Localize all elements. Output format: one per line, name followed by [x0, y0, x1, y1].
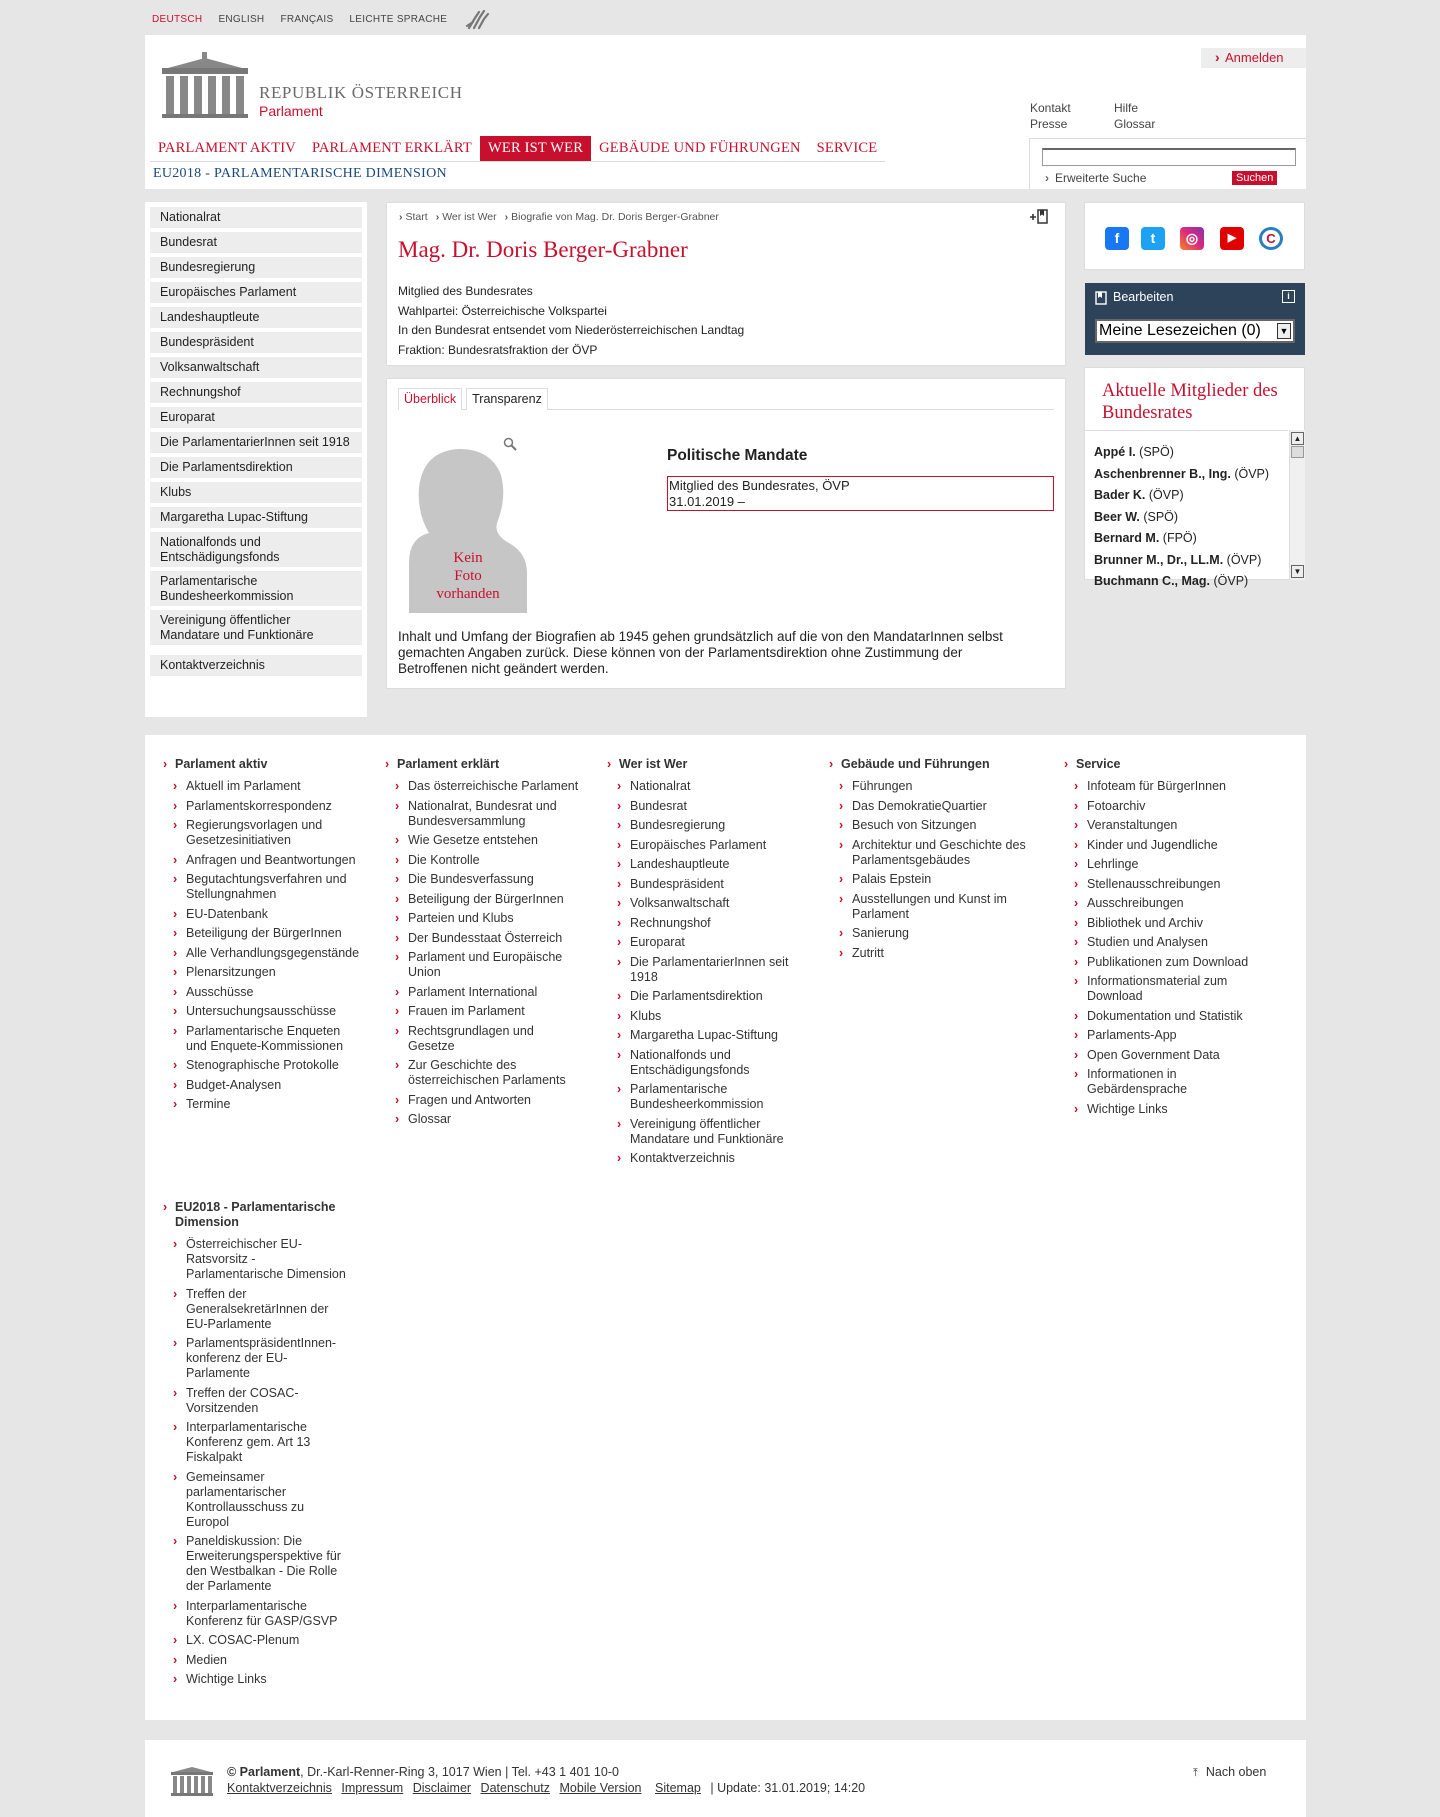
sitemap-link[interactable]: › Glossar: [367, 1112, 582, 1127]
sitemap-link[interactable]: › Regierungsvorlagen und Gesetzesinitiativen: [145, 818, 360, 848]
sitemap-column-parlament-aktiv: [145, 757, 360, 1117]
no-photo-line-3: vorhanden: [436, 586, 500, 602]
left-sidebar: [145, 202, 367, 717]
members-scrollbar[interactable]: [1289, 430, 1305, 580]
search-button[interactable]: Suchen: [1232, 171, 1277, 185]
bookmarks-selected: Meine Lesezeichen (0): [1099, 322, 1261, 339]
member-name[interactable]: Beer W.: [1094, 509, 1140, 524]
link-presse[interactable]: Presse: [1030, 117, 1068, 131]
lang-francais[interactable]: FRANÇAIS: [280, 14, 334, 25]
sitemap-link[interactable]: › ParlamentspräsidentInnen-konferenz der EU-Parlamente: [145, 1336, 350, 1381]
member-party: (ÖVP): [1226, 552, 1262, 567]
mandates-heading: Politische Mandate: [667, 447, 808, 464]
link-kontakt[interactable]: Kontakt: [1030, 101, 1071, 115]
footer-update: | Update: 31.01.2019; 14:20: [710, 1781, 866, 1795]
members-list[interactable]: [1085, 430, 1288, 588]
sitemap-column-eu2018-parlamentarische-dimension: [145, 1200, 350, 1692]
member-party: (SPÖ): [1139, 445, 1174, 459]
logo-subtitle: Parlament: [259, 103, 323, 119]
sitemap-link[interactable]: › Informationsmaterial zum Download: [1046, 974, 1261, 1004]
member-name[interactable]: Buchmann C., Mag.: [1094, 574, 1210, 588]
tab-transparenz[interactable]: Transparenz: [466, 388, 548, 410]
sitemap-link[interactable]: › Die Bundesverfassung: [367, 872, 582, 887]
breadcrumb-start[interactable]: › Start: [399, 211, 428, 223]
sitemap-link[interactable]: › Termine: [145, 1097, 360, 1112]
scroll-down-icon[interactable]: ▼: [1291, 565, 1304, 578]
breadcrumb-current: › Biografie von Mag. Dr. Doris Berger-Grabner: [505, 211, 719, 223]
sitemap-column-wer-ist-wer: [589, 757, 804, 1171]
sitemap-heading[interactable]: › Service: [1046, 757, 1261, 772]
twitter-icon[interactable]: t: [1141, 227, 1165, 250]
sitemap-link[interactable]: › Veranstaltungen: [1046, 818, 1261, 833]
search-area: [1029, 138, 1306, 189]
sidebar-item-bundesrat[interactable]: Bundesrat: [150, 232, 362, 253]
sitemap-link[interactable]: › Wichtige Links: [1046, 1102, 1261, 1117]
sitemap-heading[interactable]: › Gebäude und Führungen: [811, 757, 1026, 772]
footer-link-kontaktverzeichnis[interactable]: Kontaktverzeichnis: [227, 1781, 332, 1795]
mandate-role: Mitglied des Bundesrates, ÖVP: [669, 478, 850, 493]
language-bar: [152, 14, 491, 28]
login-label: Anmelden: [1225, 50, 1284, 65]
bookmark-icon: [1095, 291, 1107, 305]
arrow-up-icon: ⤒: [1193, 1767, 1198, 1779]
sitemap-link[interactable]: › Das DemokratieQuartier: [811, 799, 1026, 814]
edit-label[interactable]: Bearbeiten: [1113, 290, 1174, 304]
sitemap-link[interactable]: › Wichtige Links: [145, 1672, 350, 1687]
edit-panel: [1085, 283, 1305, 355]
sitemap-link[interactable]: › Nationalfonds und Entschädigungsfonds: [589, 1048, 804, 1078]
sitemap-link[interactable]: › Europarat: [589, 935, 804, 950]
sitemap-link[interactable]: › Interparlamentarische Konferenz gem. Art 13 Fiskalpakt: [145, 1420, 350, 1465]
no-photo-line-2: Foto: [454, 568, 482, 584]
instagram-icon[interactable]: ◎: [1180, 227, 1204, 250]
sitemap-link[interactable]: › Stenographische Protokolle: [145, 1058, 360, 1073]
sitemap-link[interactable]: › Informationen in Gebärdensprache: [1046, 1067, 1261, 1097]
lang-deutsch[interactable]: DEUTSCH: [152, 14, 203, 25]
mandate-date: 31.01.2019 –: [669, 494, 745, 509]
logo-title: REPUBLIK ÖSTERREICH: [259, 83, 463, 102]
sidebar-item-bundespräsident[interactable]: Bundespräsident: [150, 332, 362, 353]
member-item[interactable]: [1094, 507, 1288, 529]
overview-panel: [386, 378, 1066, 689]
member-party: (ÖVP): [1234, 466, 1270, 481]
sitemap-link[interactable]: › Ausschüsse: [145, 985, 360, 1000]
link-glossar[interactable]: Glossar: [1114, 117, 1156, 131]
sitemap-link[interactable]: › Bundespräsident: [589, 877, 804, 892]
footer-links: [227, 1781, 865, 1795]
sitemap-link[interactable]: › Landeshauptleute: [589, 857, 804, 872]
breadcrumb: [399, 211, 719, 223]
members-panel: [1084, 367, 1305, 588]
sitemap-link[interactable]: › Europäisches Parlament: [589, 838, 804, 853]
parliament-footer-logo-icon[interactable]: [170, 1764, 214, 1796]
sitemap-link[interactable]: › Medien: [145, 1653, 350, 1668]
sitemap-link[interactable]: › Der Bundesstaat Österreich: [367, 931, 582, 946]
sitemap-link[interactable]: › Bundesregierung: [589, 818, 804, 833]
sitemap-link[interactable]: › Infoteam für BürgerInnen: [1046, 779, 1261, 794]
login-button[interactable]: [1201, 48, 1306, 68]
member-name[interactable]: Aschenbrenner B., Ing.: [1094, 466, 1231, 481]
person-faction: Fraktion: Bundesratsfraktion der ÖVP: [398, 342, 598, 357]
footer-link-datenschutz[interactable]: Datenschutz: [480, 1781, 551, 1795]
sitemap-link[interactable]: › Treffen der GeneralsekretärInnen der EU-Parlamente: [145, 1287, 350, 1332]
nav-parlament-aktiv[interactable]: PARLAMENT AKTIV: [158, 140, 296, 156]
member-party: (ÖVP): [1213, 574, 1249, 588]
sitemap-link[interactable]: › Bundesrat: [589, 799, 804, 814]
sitemap-link[interactable]: › Frauen im Parlament: [367, 1004, 582, 1019]
sitemap-link[interactable]: › Volksanwaltschaft: [589, 896, 804, 911]
sitemap-link[interactable]: › Stellenausschreibungen: [1046, 877, 1261, 892]
sitemap-link[interactable]: › Untersuchungsausschüsse: [145, 1004, 360, 1019]
footer-address: [227, 1765, 619, 1779]
member-item[interactable]: [1094, 485, 1288, 507]
sitemap-link[interactable]: › Parlamentarische Enqueten und Enquete-Kommissionen: [145, 1024, 360, 1054]
sidebar-item-volksanwaltschaft[interactable]: Volksanwaltschaft: [150, 357, 362, 378]
sitemap-link[interactable]: › Rechtsgrundlagen und Gesetze: [367, 1024, 582, 1054]
link-hilfe[interactable]: Hilfe: [1114, 101, 1139, 115]
sidebar-item-landeshauptleute[interactable]: Landeshauptleute: [150, 307, 362, 328]
sitemap-heading[interactable]: › Parlament aktiv: [145, 757, 360, 772]
advanced-search-link[interactable]: › Erweiterte Suche: [1045, 171, 1146, 185]
sitemap-link[interactable]: › Gemeinsamer parlamentarischer Kontrollausschuss zu Europol: [145, 1470, 350, 1530]
footer-link-disclaimer[interactable]: Disclaimer: [412, 1781, 472, 1795]
footer-link-sitemap[interactable]: Sitemap: [655, 1781, 701, 1795]
sitemap-heading[interactable]: › Parlament erklärt: [367, 757, 582, 772]
sidebar-item-europäisches-parlament[interactable]: Europäisches Parlament: [150, 282, 362, 303]
member-item[interactable]: [1094, 571, 1288, 593]
sitemap-link[interactable]: › Open Government Data: [1046, 1048, 1261, 1063]
sidebar-item-klubs[interactable]: Klubs: [150, 482, 362, 503]
top-links: [1030, 100, 1155, 132]
scroll-thumb[interactable]: [1291, 446, 1304, 458]
sitemap-link[interactable]: › Zutritt: [811, 946, 1026, 961]
member-item[interactable]: [1094, 528, 1288, 550]
mandate-entry: [667, 476, 1054, 511]
sitemap-link[interactable]: › Parlament und Europäische Union: [367, 950, 582, 980]
sitemap-link[interactable]: › Wie Gesetze entstehen: [367, 833, 582, 848]
sitemap-link[interactable]: › Architektur und Geschichte des Parlamentsgebäudes: [811, 838, 1026, 868]
member-item[interactable]: [1094, 550, 1288, 572]
member-item[interactable]: [1094, 442, 1288, 464]
back-to-top-button[interactable]: [1193, 1765, 1266, 1780]
member-item[interactable]: [1094, 464, 1288, 486]
tab-ueberblick[interactable]: Überblick: [398, 388, 462, 410]
footer-org: © Parlament: [227, 1765, 301, 1779]
lang-english[interactable]: ENGLISH: [218, 14, 265, 25]
sitemap-link[interactable]: › Die ParlamentarierInnen seit 1918: [589, 955, 804, 985]
nav-parlament-erklaert[interactable]: PARLAMENT ERKLÄRT: [311, 140, 472, 156]
search-input[interactable]: [1042, 148, 1296, 166]
sign-language-icon[interactable]: [465, 8, 491, 30]
youtube-icon[interactable]: ▶: [1220, 227, 1244, 250]
sitemap-link[interactable]: › Fotoarchiv: [1046, 799, 1261, 814]
sitemap-link[interactable]: › Bibliothek und Archiv: [1046, 916, 1261, 931]
sitemap-link[interactable]: › Vereinigung öffentlicher Mandatare und Funktionäre: [589, 1117, 804, 1147]
sitemap-link[interactable]: › Ausstellungen und Kunst im Parlament: [811, 892, 1026, 922]
person-role: Mitglied des Bundesrates: [398, 284, 533, 298]
sitemap-link[interactable]: › Nationalrat: [589, 779, 804, 794]
sitemap-link[interactable]: › Palais Epstein: [811, 872, 1026, 887]
sitemap-link[interactable]: › Fragen und Antworten: [367, 1093, 582, 1108]
facebook-icon[interactable]: f: [1105, 227, 1129, 250]
member-name[interactable]: Appé I.: [1094, 445, 1136, 459]
member-name[interactable]: Bernard M.: [1094, 531, 1160, 545]
person-info: [398, 282, 744, 360]
zoom-icon[interactable]: [503, 437, 517, 451]
sitemap-link[interactable]: › Margaretha Lupac-Stiftung: [589, 1028, 804, 1043]
sitemap-link[interactable]: › Nationalrat, Bundesrat und Bundesversammlung: [367, 799, 582, 829]
person-header-panel: [386, 202, 1066, 366]
sidebar-item-vereinigung-öffentlicher-mandatare-und-funktionäre[interactable]: Vereinigung öffentlicher Mandatare und Funktionäre: [150, 610, 362, 645]
nav-eu2018[interactable]: EU2018 - PARLAMENTARISCHE DIMENSION: [153, 166, 447, 181]
nav-wer-ist-wer[interactable]: WER IST WER: [480, 136, 591, 161]
site-footer: [145, 1740, 1306, 1817]
person-party: Wahlpartei: Österreichische Volkspartei: [398, 303, 607, 318]
sitemap-link[interactable]: › Die Parlamentsdirektion: [589, 989, 804, 1004]
sitemap-link[interactable]: › Parlamentarische Bundesheerkommission: [589, 1082, 804, 1112]
sidebar-item-die-parlamentarierinnen-seit-1918[interactable]: Die ParlamentarierInnen seit 1918: [150, 432, 362, 453]
info-icon[interactable]: i: [1282, 290, 1295, 303]
site-header: [145, 35, 1306, 189]
sitemap-link[interactable]: › Beteiligung der BürgerInnen: [145, 926, 360, 941]
parliament-logo-icon[interactable]: [160, 52, 250, 118]
sidebar-item-parlamentarische-bundesheerkommission[interactable]: Parlamentarische Bundesheerkommission: [150, 571, 362, 606]
footer-link-impressum[interactable]: Impressum: [341, 1781, 404, 1795]
sidebar-item-margaretha-lupac-stiftung[interactable]: Margaretha Lupac-Stiftung: [150, 507, 362, 528]
sitemap-link[interactable]: › Führungen: [811, 779, 1026, 794]
sitemap-link[interactable]: › Kinder und Jugendliche: [1046, 838, 1261, 853]
sitemap-column-gebäude-und-führungen: [811, 757, 1026, 965]
sidebar-item-bundesregierung[interactable]: Bundesregierung: [150, 257, 362, 278]
sitemap-link[interactable]: › Beteiligung der BürgerInnen: [367, 892, 582, 907]
nav-gebaeude-fuehrungen[interactable]: GEBÄUDE UND FÜHRUNGEN: [599, 140, 801, 156]
sitemap-link[interactable]: › Die Kontrolle: [367, 853, 582, 868]
member-party: (ÖVP): [1148, 488, 1184, 502]
sitemap-link[interactable]: › Parlamentskorrespondenz: [145, 799, 360, 814]
sidebar-item-die-parlamentsdirektion[interactable]: Die Parlamentsdirektion: [150, 457, 362, 478]
sitemap-link[interactable]: › Interparlamentarische Konferenz für GASP/GSVP: [145, 1599, 350, 1629]
sitemap-link[interactable]: › Alle Verhandlungsgegenstände: [145, 946, 360, 961]
sidebar-item-kontaktverzeichnis[interactable]: Kontaktverzeichnis: [150, 655, 362, 676]
no-photo-text: [409, 549, 527, 603]
sitemap-link[interactable]: › Parlament International: [367, 985, 582, 1000]
sitemap-link[interactable]: › Budget-Analysen: [145, 1078, 360, 1093]
add-bookmark-icon[interactable]: [1029, 209, 1049, 225]
nav-service[interactable]: SERVICE: [816, 140, 878, 156]
sitemap-link[interactable]: › Ausschreibungen: [1046, 896, 1261, 911]
chevron-down-icon: ▼: [1277, 323, 1291, 339]
sitemap-heading[interactable]: › EU2018 - Parlamentarische Dimension: [145, 1200, 350, 1230]
biography-disclaimer: Inhalt und Umfang der Biografien ab 1945 gehen grundsätzlich auf die von den MandatarInnen selbst gemachten Angaben zurück. Diese können von der Parlamentsdirektion ohne Zustimmung der Betroffenen nicht geändert werden.: [398, 629, 1003, 676]
member-name[interactable]: Bader K.: [1094, 488, 1146, 502]
sitemap-link[interactable]: › Studien und Analysen: [1046, 935, 1261, 950]
sidebar-item-europarat[interactable]: Europarat: [150, 407, 362, 428]
sitemap-link[interactable]: › Parlaments-App: [1046, 1028, 1261, 1043]
scroll-up-icon[interactable]: ▲: [1291, 432, 1304, 445]
sitemap-link[interactable]: › Plenarsitzungen: [145, 965, 360, 980]
back-to-top-label: Nach oben: [1205, 1765, 1267, 1779]
main-nav: [150, 136, 885, 162]
sitemap-heading[interactable]: › Wer ist Wer: [589, 757, 804, 772]
no-photo-placeholder: [409, 443, 527, 613]
members-title: Aktuelle Mitglieder des Bundesrates: [1102, 381, 1278, 423]
sitemap-link[interactable]: › Das österreichische Parlament: [367, 779, 582, 794]
sitemap-link[interactable]: › Besuch von Sitzungen: [811, 818, 1026, 833]
sitemap-link[interactable]: › Paneldiskussion: Die Erweiterungsperspektive für den Westbalkan - Die Rolle der Parlamente: [145, 1534, 350, 1594]
sitemap-link[interactable]: › Treffen der COSAC-Vorsitzenden: [145, 1386, 350, 1416]
member-party: (SPÖ): [1143, 509, 1179, 524]
sidebar-item-rechnungshof[interactable]: Rechnungshof: [150, 382, 362, 403]
page-title: Mag. Dr. Doris Berger-Grabner: [398, 237, 688, 262]
sitemap-column-service: [1046, 757, 1261, 1121]
sidebar-item-nationalrat[interactable]: Nationalrat: [150, 207, 362, 228]
footer-address-text: , Dr.-Karl-Renner-Ring 3, 1017 Wien | Tel. +43 1 401 10-0: [300, 1765, 619, 1779]
sitemap-link[interactable]: › EU-Datenbank: [145, 907, 360, 922]
member-party: (FPÖ): [1162, 531, 1197, 545]
sitemap-link[interactable]: › Anfragen und Beantwortungen: [145, 853, 360, 868]
footer-sitemap: [145, 735, 1306, 1720]
sitemap-link[interactable]: › LX. COSAC-Plenum: [145, 1633, 350, 1648]
sitemap-link[interactable]: › Rechnungshof: [589, 916, 804, 931]
sitemap-link[interactable]: › Lehrlinge: [1046, 857, 1261, 872]
parlament-app-icon[interactable]: C: [1259, 227, 1283, 250]
sitemap-column-parlament-erklärt: [367, 757, 582, 1132]
sitemap-link[interactable]: › Parteien und Klubs: [367, 911, 582, 926]
sidebar-item-nationalfonds-und-entschädigungsfonds[interactable]: Nationalfonds und Entschädigungsfonds: [150, 532, 362, 567]
sitemap-link[interactable]: › Dokumentation und Statistik: [1046, 1009, 1261, 1024]
sitemap-link[interactable]: › Aktuell im Parlament: [145, 779, 360, 794]
sitemap-link[interactable]: › Österreichischer EU-Ratsvorsitz - Parlamentarische Dimension: [145, 1237, 350, 1282]
person-delegation: In den Bundesrat entsendet vom Niederösterreichischen Landtag: [398, 323, 745, 337]
bookmarks-select[interactable]: [1095, 319, 1295, 343]
sitemap-link[interactable]: › Sanierung: [811, 926, 1026, 941]
sitemap-link[interactable]: › Kontaktverzeichnis: [589, 1151, 804, 1166]
no-photo-line-1: Kein: [453, 550, 483, 566]
footer-link-mobile[interactable]: Mobile Version: [559, 1781, 642, 1795]
breadcrumb-wer-ist-wer[interactable]: › Wer ist Wer: [436, 211, 497, 223]
lang-leichte-sprache[interactable]: LEICHTE SPRACHE: [349, 14, 448, 25]
member-name[interactable]: Brunner M., Dr., LL.M.: [1094, 552, 1224, 567]
sitemap-link[interactable]: › Zur Geschichte des österreichischen Parlaments: [367, 1058, 582, 1088]
tab-bar: [398, 388, 1054, 410]
sitemap-link[interactable]: › Klubs: [589, 1009, 804, 1024]
sitemap-link[interactable]: › Begutachtungsverfahren und Stellungnahmen: [145, 872, 360, 902]
social-links: [1084, 202, 1305, 270]
sitemap-link[interactable]: › Publikationen zum Download: [1046, 955, 1261, 970]
